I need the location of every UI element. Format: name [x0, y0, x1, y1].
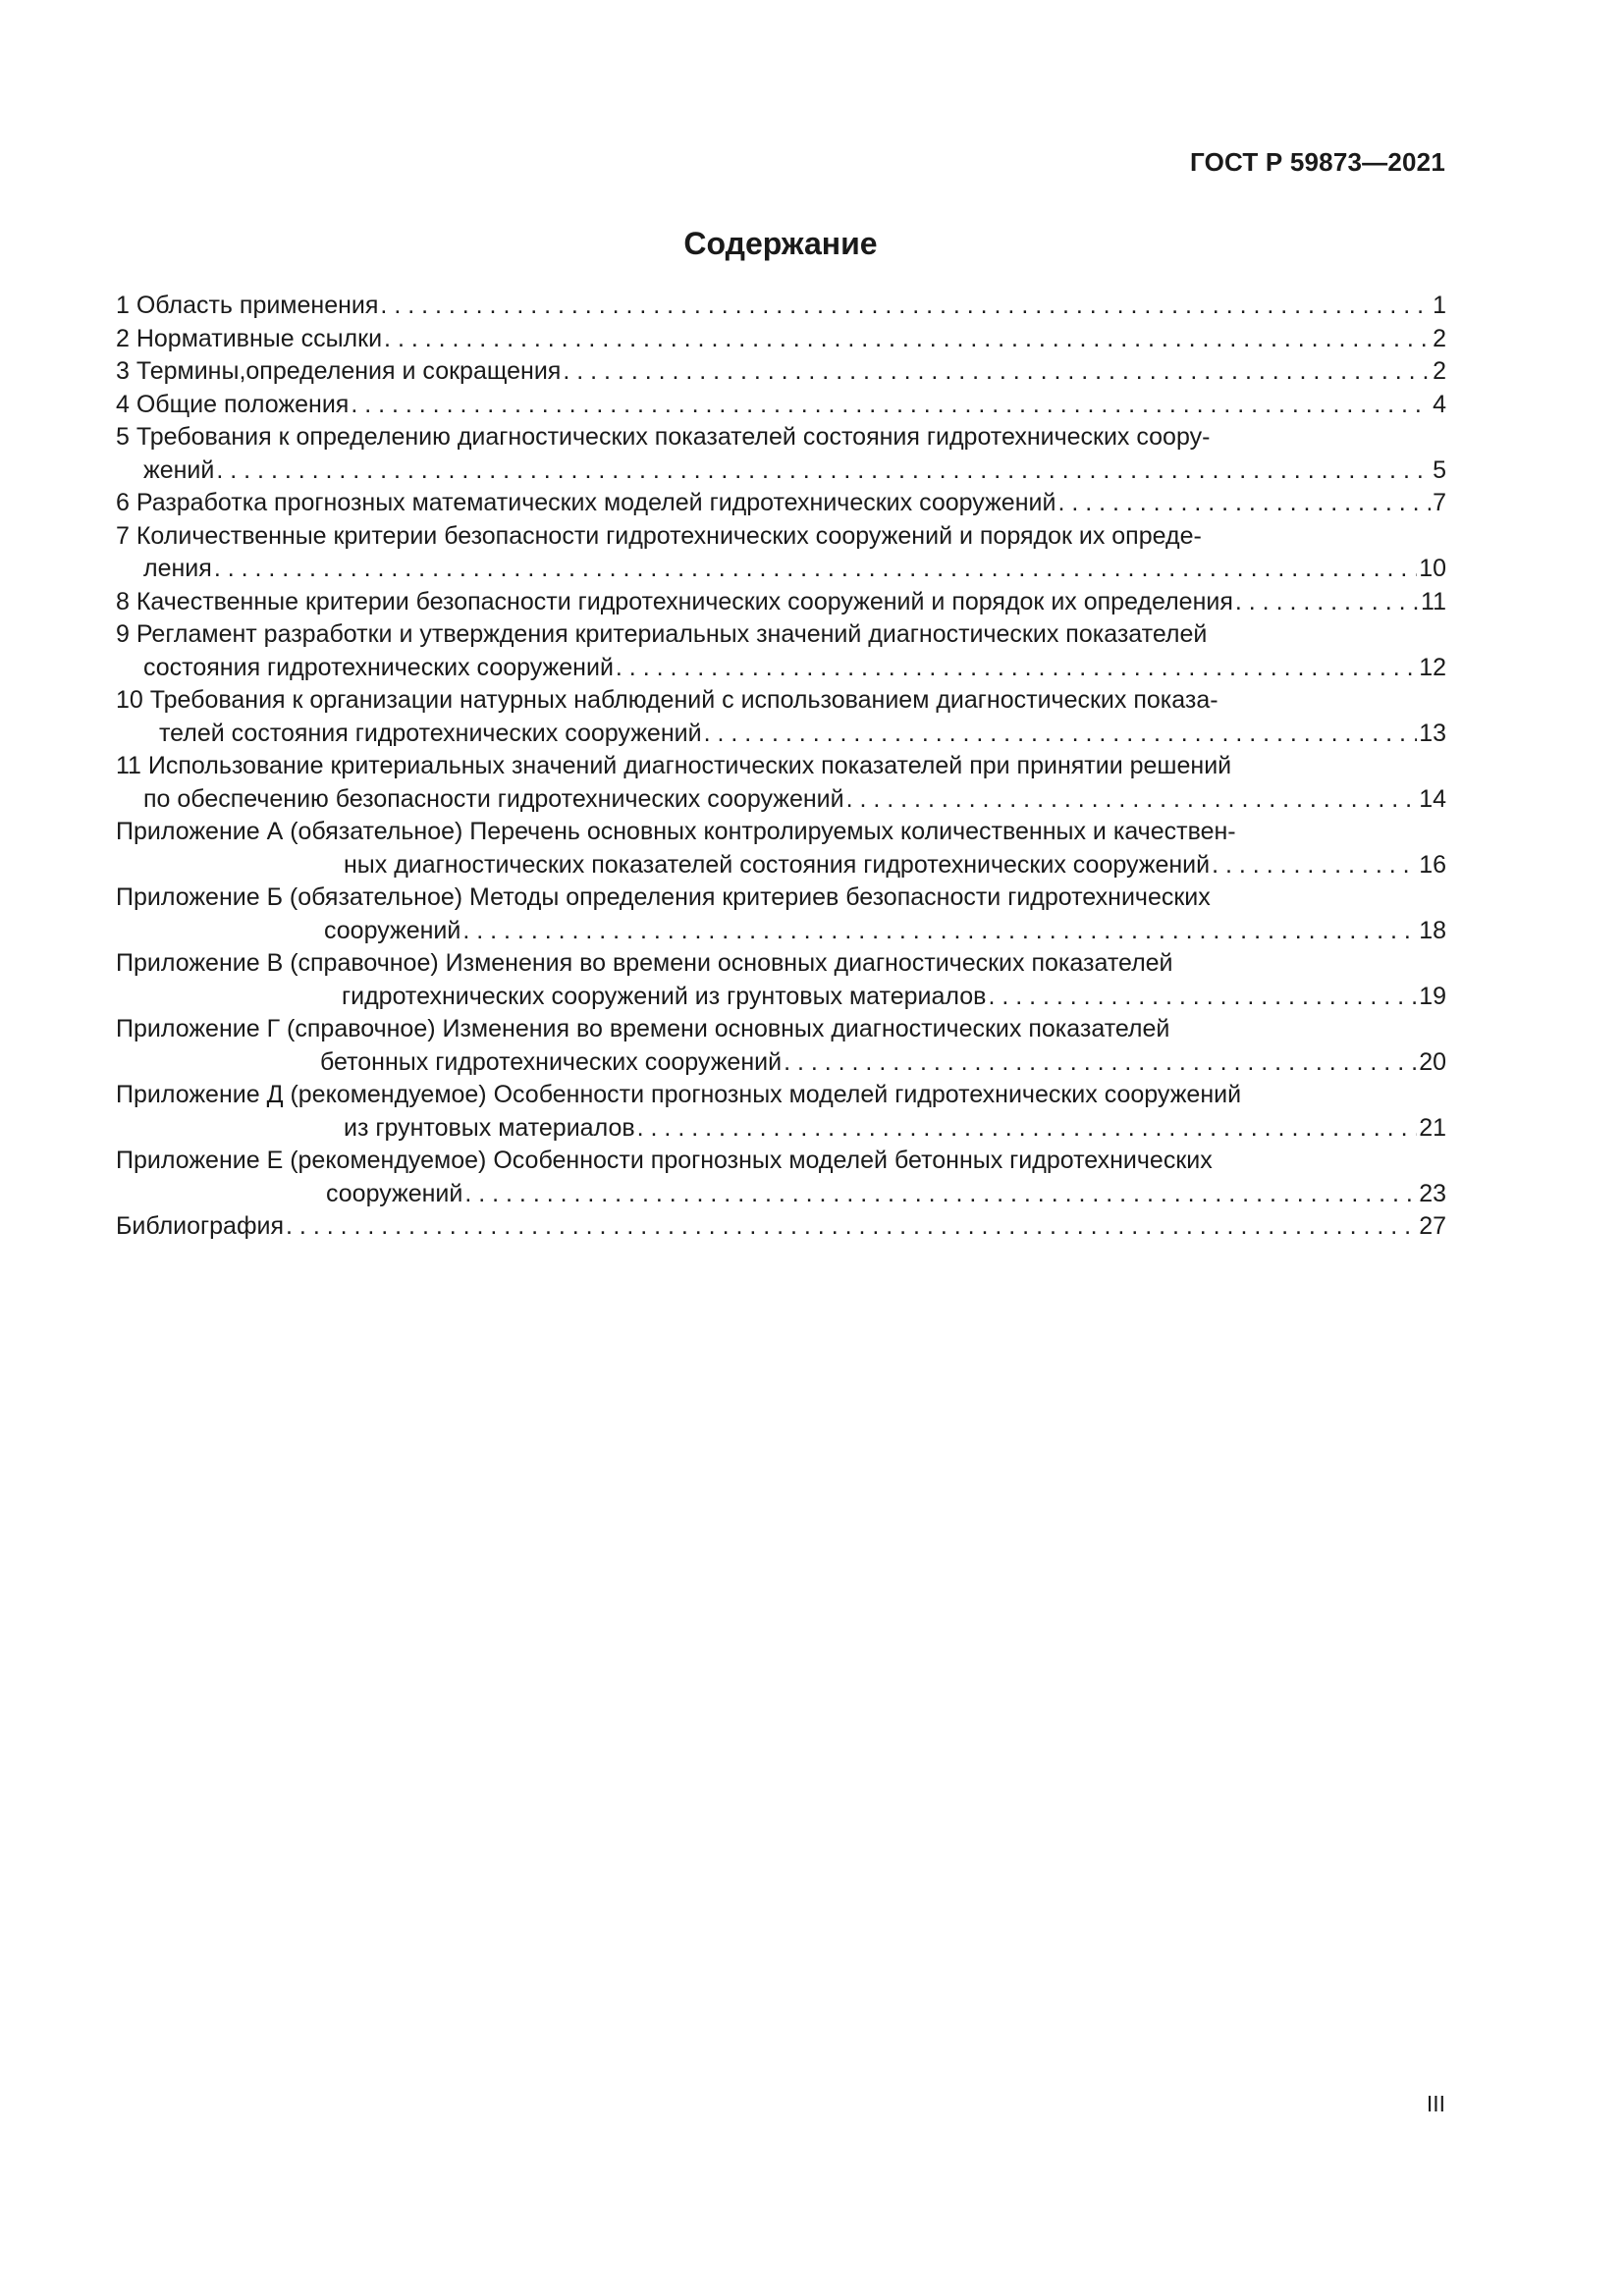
toc-page-number: 20: [1419, 1047, 1446, 1076]
toc-entry-appendix[interactable]: [116, 1079, 1446, 1145]
toc-entry[interactable]: [116, 290, 1446, 323]
toc-entry[interactable]: [116, 421, 1446, 487]
toc-entry[interactable]: [116, 389, 1446, 422]
toc-page-number: 4: [1433, 390, 1446, 418]
toc-entry-text-cont: жений: [143, 455, 215, 484]
toc-entry-appendix[interactable]: [116, 1013, 1446, 1079]
toc-page-number: 21: [1419, 1113, 1446, 1142]
leader-dots: [1212, 849, 1417, 882]
toc-page-number: 10: [1419, 555, 1446, 582]
toc-entry[interactable]: [116, 618, 1446, 684]
toc-entry-bibliography[interactable]: [116, 1210, 1446, 1244]
toc-page-number: 12: [1419, 653, 1446, 681]
toc-entry-text: 6 Разработка прогнозных математических моделей гидротехнических сооружений: [116, 489, 1056, 516]
leader-dots: [286, 1210, 1417, 1244]
toc-entry-text: 2 Нормативные ссылки: [116, 324, 383, 352]
toc-entry-appendix[interactable]: [116, 947, 1446, 1013]
leader-dots: [704, 718, 1418, 751]
toc-entry[interactable]: [116, 520, 1446, 586]
leader-dots: [784, 1046, 1417, 1080]
toc-page-number: 16: [1419, 850, 1446, 879]
toc-entry-text: 8 Качественные критерии безопасности гидротехнических сооружений и порядок их определения: [116, 587, 1233, 615]
toc-entry-text: Приложение Е (рекомендуемое) Особенности прогнозных моделей бетонных гидротехнических: [116, 1147, 1213, 1174]
toc-entry-text-cont: гидротехнических сооружений из грунтовых материалов: [342, 982, 987, 1010]
toc-page-number: 19: [1419, 982, 1446, 1010]
toc-entry-text: 9 Регламент разработки и утверждения критериальных значений диагностических показателей: [116, 620, 1208, 648]
toc-entry-text-cont: телей состояния гидротехнических сооружений: [159, 719, 702, 747]
toc-entry[interactable]: [116, 586, 1446, 619]
leader-dots: [351, 389, 1431, 422]
toc-page-number: 5: [1433, 455, 1446, 484]
toc-page-number: 11: [1421, 587, 1446, 615]
toc-entry-text: 7 Количественные критерии безопасности гидротехнических сооружений и порядок их опреде-: [116, 521, 1202, 550]
toc-entry-text: Приложение Г (справочное) Изменения во времени основных диагностических показателей: [116, 1015, 1170, 1042]
toc-entry-text: Приложение В (справочное) Изменения во времени основных диагностических показателей: [116, 949, 1173, 977]
toc-entry-text: 3 Термины,определения и сокращения: [116, 357, 562, 385]
page-title: Содержание: [683, 226, 878, 261]
toc-page-number: 1: [1433, 292, 1446, 319]
toc-entry[interactable]: [116, 355, 1446, 389]
leader-dots: [462, 915, 1417, 948]
leader-dots: [988, 981, 1417, 1014]
toc-page-number: 7: [1433, 489, 1446, 516]
leader-dots: [464, 1178, 1417, 1211]
table-of-contents: [116, 290, 1446, 1244]
document-id: ГОСТ Р 59873—2021: [1190, 147, 1445, 177]
page-number: III: [1426, 2091, 1445, 2116]
toc-entry-appendix[interactable]: [116, 816, 1446, 881]
toc-page-number: 27: [1419, 1212, 1446, 1240]
leader-dots: [637, 1112, 1418, 1146]
toc-entry-text: 1 Область применения: [116, 292, 379, 319]
toc-entry[interactable]: [116, 750, 1446, 816]
toc-entry-text-cont: из грунтовых материалов: [344, 1113, 635, 1142]
toc-entry-appendix[interactable]: [116, 881, 1446, 947]
leader-dots: [216, 454, 1431, 488]
toc-entry-text: 4 Общие положения: [116, 390, 350, 418]
toc-page-number: 14: [1419, 784, 1446, 813]
toc-page-number: 2: [1433, 324, 1446, 352]
leader-dots: [616, 652, 1417, 685]
toc-page-number: 23: [1419, 1179, 1446, 1207]
toc-entry-text-cont: ления: [143, 555, 212, 582]
toc-entry-text-cont: по обеспечению безопасности гидротехнических сооружений: [143, 784, 844, 813]
leader-dots: [1235, 586, 1419, 619]
toc-entry-text: 10 Требования к организации натурных наблюдений с использованием диагностических показа-: [116, 686, 1218, 714]
toc-entry-text: 5 Требования к определению диагностических показателей состояния гидротехнических соору-: [116, 423, 1211, 451]
leader-dots: [380, 290, 1431, 323]
toc-entry-text: Библиография: [116, 1212, 285, 1240]
leader-dots: [214, 553, 1417, 586]
toc-entry-text-cont: сооружений: [326, 1179, 463, 1207]
toc-entry[interactable]: [116, 323, 1446, 356]
leader-dots: [846, 783, 1418, 817]
toc-entry-text: Приложение Д (рекомендуемое) Особенности прогнозных моделей гидротехнических сооружений: [116, 1081, 1242, 1108]
toc-entry-text-cont: состояния гидротехнических сооружений: [143, 653, 614, 681]
toc-entry[interactable]: [116, 487, 1446, 520]
toc-entry-text-cont: ных диагностических показателей состояния гидротехнических сооружений: [344, 850, 1211, 879]
leader-dots: [563, 355, 1431, 389]
toc-page-number: 18: [1419, 916, 1446, 944]
toc-entry-text: 11 Использование критериальных значений диагностических показателей при принятии решений: [116, 752, 1232, 779]
toc-entry-appendix[interactable]: [116, 1145, 1446, 1210]
toc-entry[interactable]: [116, 684, 1446, 750]
toc-page-number: 13: [1419, 719, 1446, 747]
toc-entry-text: Приложение Б (обязательное) Методы определения критериев безопасности гидротехнических: [116, 883, 1211, 911]
leader-dots: [384, 323, 1431, 356]
toc-entry-text: Приложение А (обязательное) Перечень основных контролируемых количественных и качествен-: [116, 818, 1236, 845]
toc-page-number: 2: [1433, 357, 1446, 385]
toc-entry-text-cont: бетонных гидротехнических сооружений: [320, 1047, 783, 1076]
toc-entry-text-cont: сооружений: [324, 916, 461, 944]
leader-dots: [1057, 487, 1431, 520]
